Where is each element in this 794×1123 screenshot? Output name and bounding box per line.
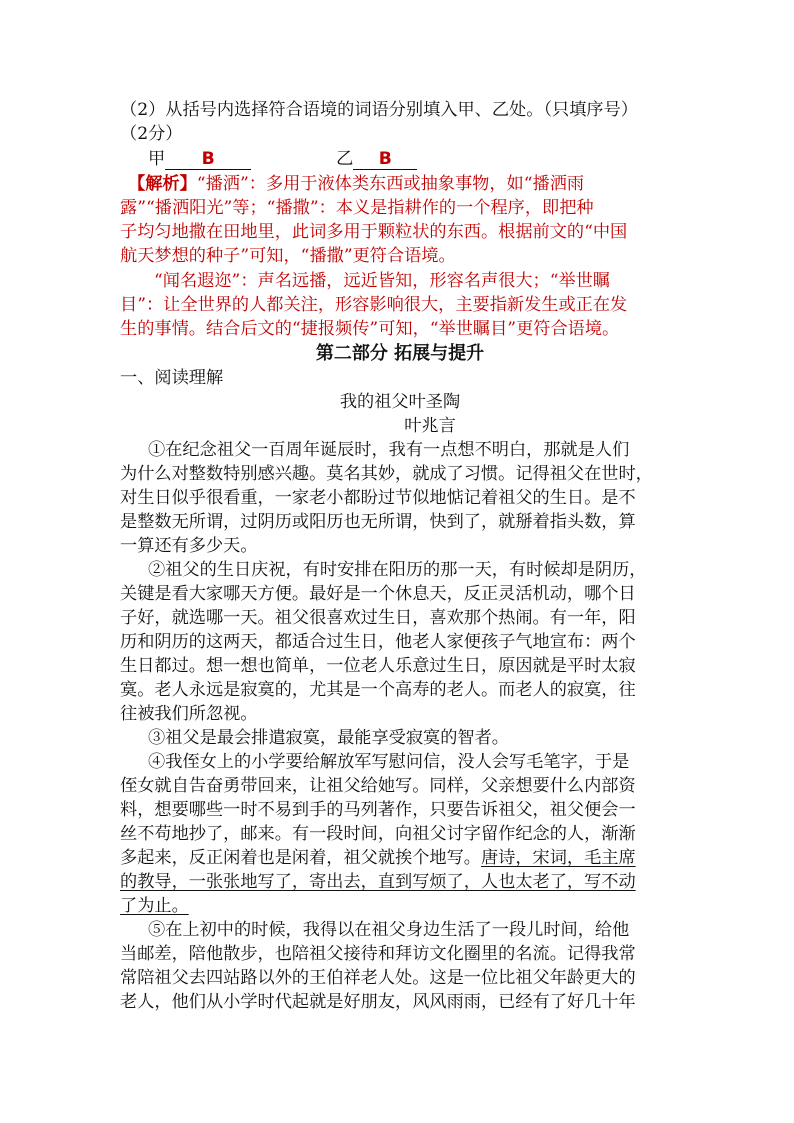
analysis-line-1 [128, 172, 680, 196]
analysis-bracket-close: 】 [179, 174, 197, 194]
article-line: 子好，就选哪一天。祖父很喜欢过生日，喜欢那个热闹。有一年，阳 [120, 608, 636, 628]
article-line: ④我侄女上的小学要给解放军写慰问信，没人会写毛笔字，于是 [148, 752, 630, 772]
article-line: 为什么对整数特别感兴趣。莫名其妙，就成了习惯。记得祖父在世时， [120, 464, 653, 484]
subsection-title: 一、阅读理解 [120, 368, 224, 388]
article-author: 叶兆言 [404, 416, 456, 436]
yi-label: 乙 [336, 149, 354, 169]
article-line [120, 846, 680, 870]
underlined-sentence: 了为止。 [120, 896, 189, 916]
analysis-bracket-open: 【 [128, 174, 146, 194]
article-line: ②祖父的生日庆祝，有时安排在阳历的那一天，有时候却是阴历， [148, 560, 647, 580]
article-line: 生日都过。想一想也简单，一位老人乐意过生日，原因就是平时太寂 [120, 656, 636, 676]
analysis-text: “播洒”：多用于液体类东西或抽象事物，如“播洒雨 [196, 174, 585, 194]
article-line: ①在纪念祖父一百周年诞辰时，我有一点想不明白，那就是人们 [148, 440, 630, 460]
yi-answer-blank: B [353, 149, 417, 170]
article-line: 对生日似乎很看重，一家老小都盼过节似地惦记着祖父的生日。是不 [120, 488, 636, 508]
analysis-tag: 解析 [145, 174, 180, 194]
article-line: 侄女就自告奋勇带回来，让祖父给她写。同样，父亲想要什么内部资 [120, 776, 636, 796]
analysis-line-4: 航天梦想的种子”可知，“播撒”更符合语境。 [120, 246, 456, 266]
answer-row [148, 147, 680, 171]
question-line-1: （2）从括号内选择符合语境的词语分别填入甲、乙处。（只填序号） [120, 100, 638, 120]
analysis-line-7: 生的事情。结合后文的“捷报频传”可知，“举世瞩目”更符合语境。 [120, 319, 620, 339]
article-line: 关键是看大家哪天方便。最好是一个休息天，反正灵活机动，哪个日 [120, 584, 636, 604]
article-line: 寞。老人永远是寂寞的，尤其是一个高寿的老人。而老人的寂寞，往 [120, 680, 636, 700]
section-title: 第二部分 拓展与提升 [315, 343, 485, 364]
article-line: 丝不苟地抄了，邮来。有一段时间，向祖父讨字留作纪念的人，渐渐 [120, 824, 636, 844]
analysis-line-5: “闻名遐迩”：声名远播，远近皆知，形容名声很大；“举世瞩 [154, 271, 611, 291]
article-text: 多起来，反正闲着也是闲着，祖父就挨个地写。 [120, 848, 481, 868]
article-line: ③祖父是最会排遣寂寞，最能享受寂寞的智者。 [148, 728, 509, 748]
underlined-sentence: 唐诗，宋词，毛主席 [480, 848, 636, 868]
article-line: 料，想要哪些一时不易到手的马列著作，只要告诉祖父，祖父便会一 [120, 800, 636, 820]
underlined-sentence: 的教导，一张张地写了，寄出去，直到写烦了，人也太老了，写不动 [120, 872, 636, 892]
article-line: 往被我们所忽视。 [120, 704, 258, 724]
analysis-line-3: 子均匀地撒在田地里，此词多用于颗粒状的东西。根据前文的“中国 [120, 222, 628, 242]
analysis-line-6: 目”：让全世界的人都关注，形容影响很大，主要指新发生或正在发 [120, 295, 628, 315]
article-title: 我的祖父叶圣陶 [339, 392, 461, 412]
jia-label: 甲 [148, 149, 166, 169]
question-line-2: （2分） [120, 124, 183, 144]
article-line: 一算还有多少天。 [120, 536, 258, 556]
article-line: 当邮差，陪他散步，也陪祖父接待和拜访文化圈里的名流。记得我常 [120, 944, 636, 964]
article-line: 是整数无所谓，过阴历或阳历也无所谓，快到了，就掰着指头数，算 [120, 512, 636, 532]
article-line: 历和阴历的这两天，都适合过生日，他老人家便孩子气地宣布：两个 [120, 632, 636, 652]
article-line: 常陪祖父去四站路以外的王伯祥老人处。这是一位比祖父年龄更大的 [120, 968, 636, 988]
jia-answer-blank: B [165, 149, 251, 170]
analysis-line-2: 露”“播洒阳光”等；“播撒”：本义是指耕作的一个程序，即把种 [120, 198, 594, 218]
article-line: ⑤在上初中的时候，我得以在祖父身边生活了一段儿时间，给他 [148, 920, 630, 940]
article-line: 老人，他们从小学时代起就是好朋友，风风雨雨，已经有了好几十年 [120, 992, 636, 1012]
